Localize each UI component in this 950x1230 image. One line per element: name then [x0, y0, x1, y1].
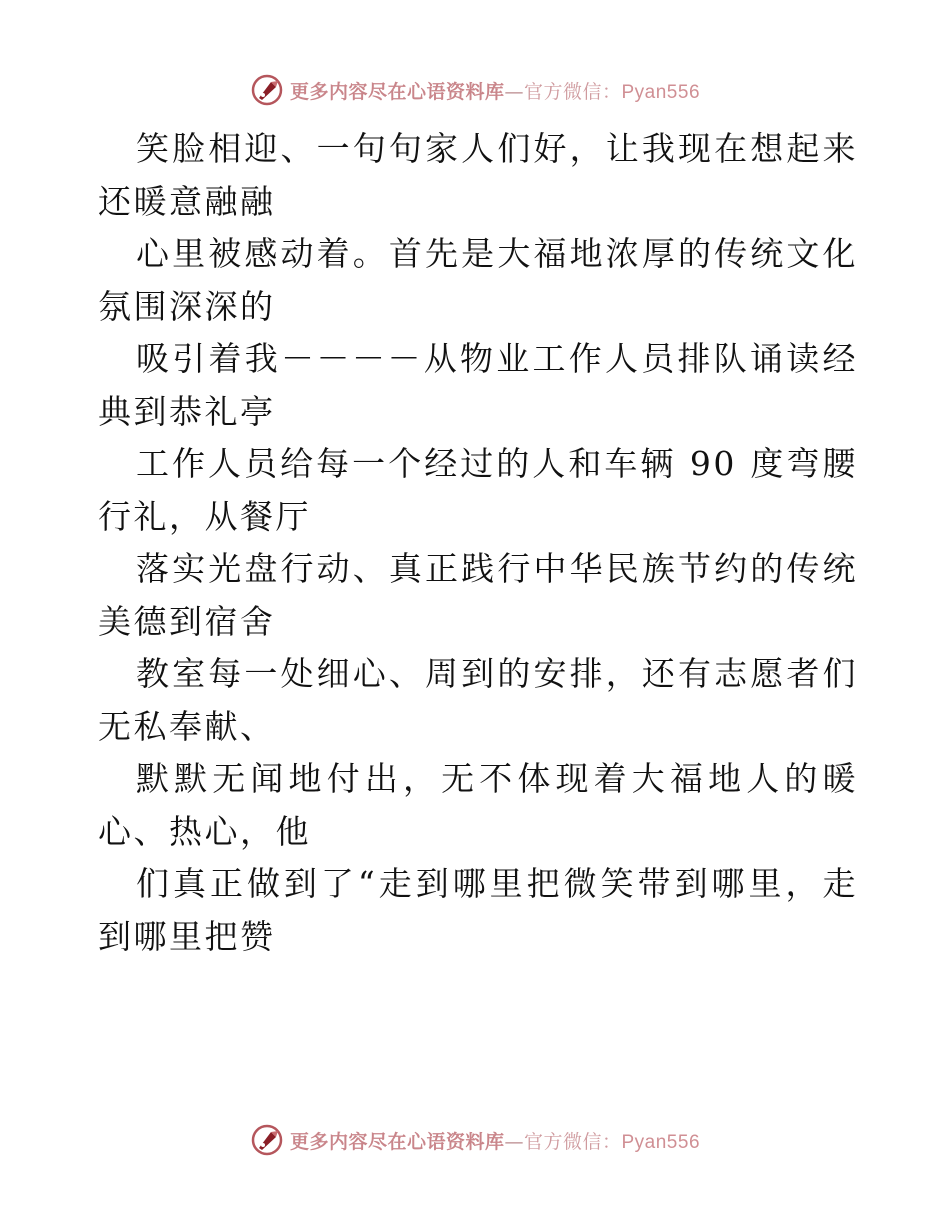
- banner-text: [290, 77, 700, 104]
- banner-site-text: 更多内容尽在心语资料库: [289, 80, 505, 103]
- paragraph: 工作人员给每一个经过的人和车辆 90 度弯腰行礼，从餐厅: [98, 444, 858, 536]
- paragraph: 吸引着我－－－－从物业工作人员排队诵读经典到恭礼亭: [98, 339, 858, 431]
- banner-wechat-label: 官方微信：: [523, 80, 622, 103]
- banner-wechat-id: Pyan556: [621, 1131, 701, 1153]
- banner-separator: —: [504, 1130, 524, 1153]
- header-banner: [0, 70, 950, 110]
- banner-text: [290, 1127, 700, 1154]
- document-body: [98, 123, 858, 963]
- paragraph: 心里被感动着。首先是大福地浓厚的传统文化氛围深深的: [98, 234, 858, 326]
- paragraph: 教室每一处细心、周到的安排，还有志愿者们无私奉献、: [98, 654, 858, 746]
- paragraph: 落实光盘行动、真正践行中华民族节约的传统美德到宿舍: [98, 549, 858, 641]
- banner-site-text: 更多内容尽在心语资料库: [289, 1130, 505, 1153]
- footer-banner: [0, 1120, 950, 1160]
- paragraph: 笑脸相迎、一句句家人们好，让我现在想起来还暖意融融: [98, 129, 858, 221]
- banner-separator: —: [504, 80, 524, 103]
- pen-nib-logo-icon: [250, 1123, 284, 1157]
- paragraph: 默默无闻地付出，无不体现着大福地人的暖心、热心，他: [98, 759, 858, 851]
- banner-wechat-label: 官方微信：: [523, 1130, 622, 1153]
- paragraph: 们真正做到了“走到哪里把微笑带到哪里，走到哪里把赞: [98, 864, 858, 956]
- banner-wechat-id: Pyan556: [621, 81, 701, 103]
- pen-nib-logo-icon: [250, 73, 284, 107]
